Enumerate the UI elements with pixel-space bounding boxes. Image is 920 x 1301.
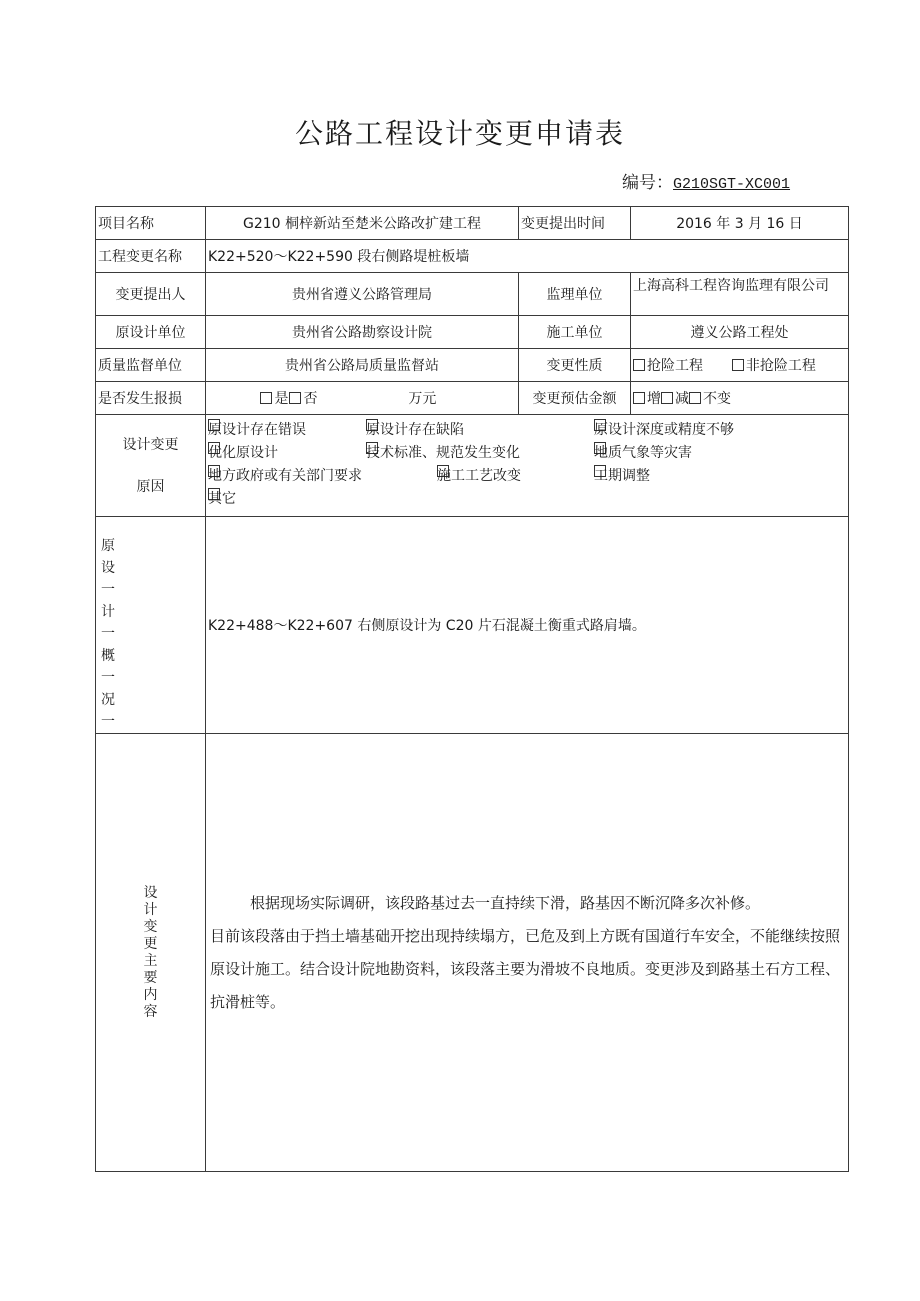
change-time-label: 变更提出时间 [519, 207, 631, 240]
estimate-option-unchanged: 不变 [703, 391, 731, 407]
reasons-label-line1: 设计变更 [122, 436, 179, 453]
reasons-label-line2: 原因 [136, 478, 165, 495]
original-designer-value: 贵州省公路勘察设计院 [206, 316, 519, 349]
reason-item: 原设计存在错误 [208, 422, 306, 438]
content-label-char: 主 [143, 952, 158, 969]
row-original-designer [96, 316, 849, 349]
original-designer-label: 原设计单位 [96, 316, 206, 349]
content-label-char: 容 [143, 1003, 158, 1020]
change-request-form [95, 206, 849, 1172]
change-name-value: K22+520～K22+590 段右侧路堤桩板墙 [206, 240, 849, 273]
content-text-cell [206, 734, 849, 1172]
content-label-char: 更 [143, 935, 158, 952]
checkbox[interactable] [633, 359, 645, 371]
estimate-options [631, 382, 849, 415]
loss-label: 是否发生报损 [96, 382, 206, 415]
page-title: 公路工程设计变更申请表 [294, 117, 625, 150]
reasons-options [206, 415, 849, 517]
row-loss [96, 382, 849, 415]
row-quality [96, 349, 849, 382]
overview-text: K22+488～K22+607 右侧原设计为 C20 片石混凝土衡重式路肩墙。 [206, 517, 849, 734]
estimate-option-increase: 增 [647, 391, 661, 407]
row-change-name [96, 240, 849, 273]
checkbox[interactable] [633, 392, 645, 404]
reason-item: 优化原设计 [208, 445, 278, 461]
reason-item: 地方政府或有关部门要求 [208, 468, 362, 484]
reason-item: 地质气象等灾害 [594, 445, 692, 461]
row-project-name [96, 207, 849, 240]
row-content [96, 734, 849, 1172]
project-name-value: G210 桐梓新站至楚米公路改扩建工程 [206, 207, 519, 240]
reason-item: 原设计存在缺陷 [366, 422, 464, 438]
reasons-label-cell [96, 415, 206, 517]
nature-options [631, 349, 849, 382]
overview-label-char: 况 [101, 692, 115, 708]
content-label-char: 变 [143, 918, 158, 935]
nature-option-emergency: 抢险工程 [647, 358, 703, 374]
supervisor-label: 监理单位 [519, 273, 631, 316]
proposer-label: 变更提出人 [96, 273, 206, 316]
overview-label-char: 概 [101, 648, 115, 664]
overview-label-char: 一 [101, 626, 115, 642]
content-paragraph-2: 目前该段落由于挡土墙基础开挖出现持续塌方，已危及到上方既有国道行车安全，不能继续按照原设计施工。结合设计院地勘资料，该段落主要为滑坡不良地质。变更涉及到路基土石方工程、抗滑桩等。 [210, 926, 841, 1011]
checkbox[interactable] [689, 392, 701, 404]
reason-item: 其它 [208, 491, 236, 507]
document-number-label: 编号： [622, 173, 673, 193]
overview-label-char: 一 [101, 670, 115, 686]
overview-label-char: 原 [101, 538, 115, 554]
estimate-label: 变更预估金额 [519, 382, 631, 415]
checkbox[interactable] [732, 359, 744, 371]
content-label-char: 设 [143, 884, 158, 901]
overview-label-cell [96, 517, 206, 734]
checkbox[interactable] [289, 392, 301, 404]
content-label-char: 计 [143, 901, 158, 918]
checkbox[interactable] [661, 392, 673, 404]
reason-item: 施工工艺改变 [437, 468, 521, 484]
document-number [622, 168, 790, 193]
overview-label-char: 设 [101, 560, 115, 576]
loss-option-yes: 是 [274, 391, 289, 407]
overview-label-char: 一 [101, 582, 115, 598]
content-label-char: 内 [143, 986, 158, 1003]
constructor-label: 施工单位 [519, 316, 631, 349]
reason-item: 技术标准、规范发生变化 [366, 445, 520, 461]
document-number-value: G210SGT-XC001 [673, 176, 791, 193]
supervisor-value: 上海高科工程咨询监理有限公司 [631, 273, 849, 316]
loss-option-no: 否 [303, 391, 318, 407]
checkbox[interactable] [260, 392, 272, 404]
quality-label: 质量监督单位 [96, 349, 206, 382]
nature-label: 变更性质 [519, 349, 631, 382]
estimate-option-decrease: 减 [675, 391, 689, 407]
change-name-label: 工程变更名称 [96, 240, 206, 273]
overview-label-char: 计 [101, 604, 115, 620]
quality-value: 贵州省公路局质量监督站 [206, 349, 519, 382]
reason-item: 工期调整 [594, 468, 650, 484]
constructor-value: 遵义公路工程处 [631, 316, 849, 349]
reason-item: 原设计深度或精度不够 [594, 422, 734, 438]
project-name-label: 项目名称 [96, 207, 206, 240]
content-paragraph-1: 根据现场实际调研，该段路基过去一直持续下滑，路基因不断沉降多次补修。 [250, 893, 761, 912]
overview-label-char: 一 [101, 714, 115, 730]
change-time-value: 2016 年 3 月 16 日 [631, 207, 849, 240]
row-overview [96, 517, 849, 734]
row-proposer [96, 273, 849, 316]
loss-options [206, 382, 519, 415]
content-label-char: 要 [143, 969, 158, 986]
proposer-value: 贵州省遵义公路管理局 [206, 273, 519, 316]
nature-option-non-emergency: 非抢险工程 [745, 358, 816, 374]
loss-unit: 万元 [408, 391, 437, 407]
content-label-cell [96, 734, 206, 1172]
row-reasons [96, 415, 849, 517]
